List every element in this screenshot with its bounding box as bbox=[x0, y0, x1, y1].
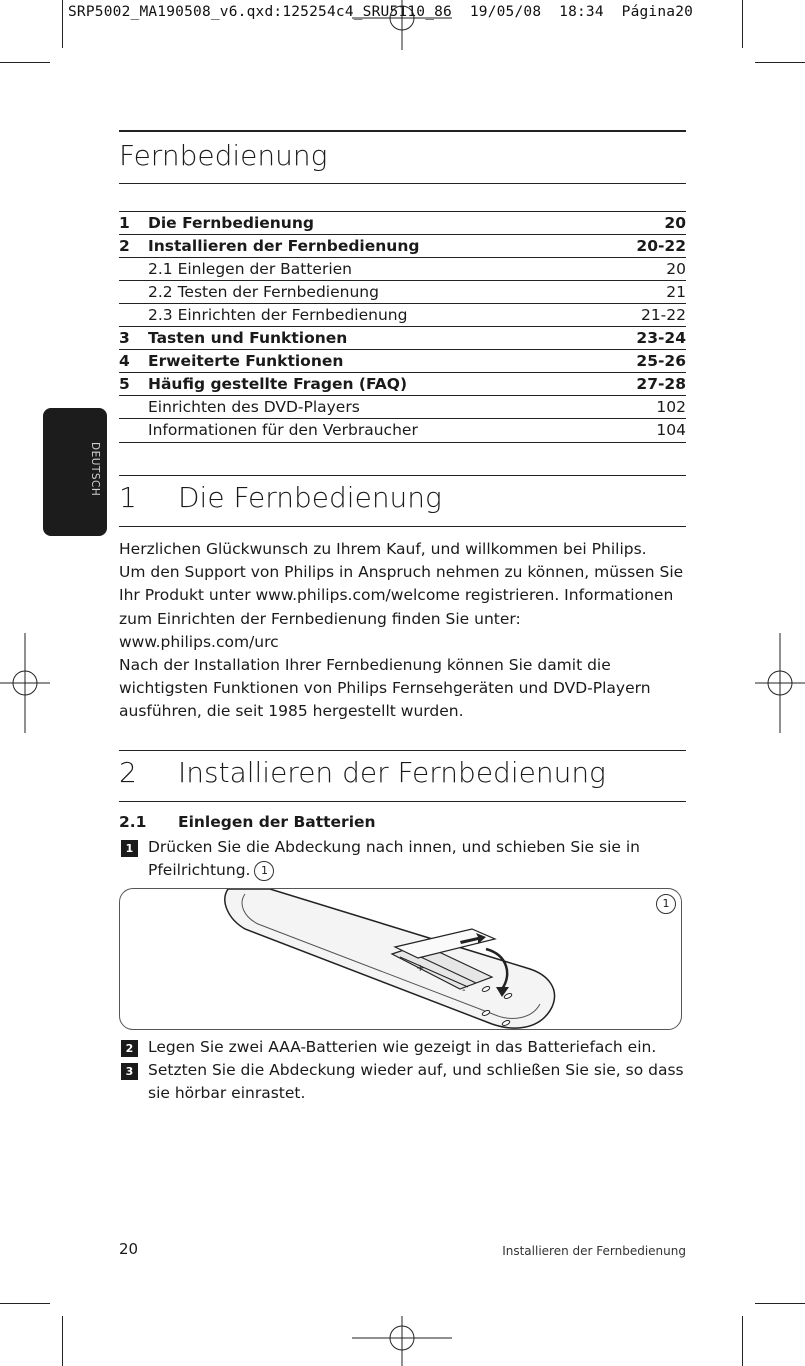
toc-row bbox=[119, 234, 686, 258]
step-1-line: Drücken Sie die Abdeckung nach innen, und schieben Sie sie in bbox=[148, 838, 640, 856]
section2-heading bbox=[119, 756, 686, 789]
section2-title: Installieren der Fernbedienung bbox=[178, 756, 606, 789]
step-3-line: sie hörbar einrastet. bbox=[148, 1084, 306, 1103]
toc-page: 21 bbox=[666, 283, 686, 301]
paragraph-line: ausführen, die seit 1985 hergestellt wurden. bbox=[119, 702, 464, 721]
language-tab bbox=[43, 408, 107, 536]
crop-mark bbox=[742, 1316, 743, 1366]
toc-title: Einrichten des DVD-Players bbox=[148, 398, 360, 416]
toc-page: 21-22 bbox=[640, 306, 686, 324]
paragraph-line: Um den Support von Philips in Anspruch nehmen zu können, müssen Sie bbox=[119, 563, 684, 582]
subsection-title: Einlegen der Batterien bbox=[178, 813, 376, 831]
toc-row bbox=[119, 372, 686, 396]
step-number-badge: 1 bbox=[121, 840, 138, 857]
registration-mark-top bbox=[352, 0, 452, 50]
page-number: 20 bbox=[119, 1240, 139, 1258]
subsection-number: 2.1 bbox=[119, 813, 147, 831]
section1-heading bbox=[119, 481, 686, 514]
subsection-heading bbox=[119, 813, 376, 831]
crop-mark bbox=[755, 62, 805, 63]
toc-number: 2 bbox=[119, 237, 130, 255]
section1-rule-top bbox=[119, 475, 686, 476]
step-2-line: Legen Sie zwei AAA-Batterien wie gezeigt in das Batteriefach ein. bbox=[148, 1038, 657, 1056]
step-1-line: Pfeilrichtung. bbox=[148, 861, 251, 880]
toc-title: Informationen für den Verbraucher bbox=[148, 421, 418, 439]
toc-number: 1 bbox=[119, 214, 130, 232]
toc-page: 20 bbox=[664, 214, 686, 232]
page-title: Fernbedienung bbox=[119, 139, 328, 172]
toc-title: Die Fernbedienung bbox=[148, 214, 314, 232]
toc-title: Häufig gestellte Fragen (FAQ) bbox=[148, 375, 408, 393]
toc-row bbox=[119, 257, 686, 281]
toc-title: 2.3 Einrichten der Fernbedienung bbox=[148, 306, 408, 324]
toc-row bbox=[119, 211, 686, 235]
paragraph-line: Nach der Installation Ihrer Fernbedienung können Sie damit die bbox=[119, 656, 611, 675]
figure-reference: 1 bbox=[254, 861, 274, 881]
toc-page: 102 bbox=[656, 398, 686, 416]
crop-mark bbox=[755, 1303, 805, 1304]
toc-row bbox=[119, 418, 686, 443]
step-number-badge: 2 bbox=[121, 1040, 138, 1057]
toc-row bbox=[119, 280, 686, 304]
print-slug: SRP5002_MA190508_v6.qxd:125254c4_SRU5110_86 19/05/08 18:34 Página20 bbox=[68, 4, 694, 20]
battery-figure bbox=[119, 888, 682, 1030]
figure-badge: 1 bbox=[656, 894, 676, 914]
toc-page: 27-28 bbox=[636, 375, 686, 393]
toc-page: 25-26 bbox=[636, 352, 686, 370]
toc-page: 104 bbox=[656, 421, 686, 439]
registration-mark-bottom bbox=[352, 1316, 452, 1366]
crop-mark bbox=[62, 1316, 63, 1366]
toc-page: 23-24 bbox=[636, 329, 686, 347]
toc-row bbox=[119, 303, 686, 327]
section2-number: 2 bbox=[119, 756, 137, 789]
toc-title: Erweiterte Funktionen bbox=[148, 352, 344, 370]
crop-mark bbox=[0, 1303, 50, 1304]
running-title: Installieren der Fernbedienung bbox=[502, 1244, 686, 1258]
paragraph-line: www.philips.com/urc bbox=[119, 632, 279, 651]
title-rule-bottom bbox=[119, 183, 686, 184]
section2-rule-bottom bbox=[119, 801, 686, 802]
toc-title: 2.1 Einlegen der Batterien bbox=[148, 260, 353, 278]
toc-title: Tasten und Funktionen bbox=[148, 329, 348, 347]
toc-title: Installieren der Fernbedienung bbox=[148, 237, 420, 255]
step-number-badge: 3 bbox=[121, 1063, 138, 1080]
svg-text:-: - bbox=[462, 985, 466, 996]
toc-number: 5 bbox=[119, 375, 130, 393]
section1-number: 1 bbox=[119, 481, 137, 514]
crop-mark bbox=[62, 0, 63, 48]
section1-title: Die Fernbedienung bbox=[178, 481, 442, 514]
toc-title: 2.2 Testen der Fernbedienung bbox=[148, 283, 379, 301]
title-rule-top bbox=[119, 130, 686, 132]
toc-page: 20 bbox=[666, 260, 686, 278]
crop-mark bbox=[0, 62, 50, 63]
svg-text:+: + bbox=[416, 963, 425, 974]
section1-paragraph bbox=[119, 538, 686, 724]
paragraph-line: Ihr Produkt unter www.philips.com/welcome registrieren. Informationen bbox=[119, 586, 674, 605]
paragraph-line: Herzlichen Glückwunsch zu Ihrem Kauf, und willkommen bei Philips. bbox=[119, 540, 647, 558]
registration-mark-right bbox=[755, 633, 805, 733]
paragraph-line: wichtigsten Funktionen von Philips Fernsehgeräten und DVD-Playern bbox=[119, 679, 651, 698]
toc-row bbox=[119, 395, 686, 419]
paragraph-line: zum Einrichten der Fernbedienung finden Sie unter: bbox=[119, 609, 521, 628]
toc-number: 3 bbox=[119, 329, 130, 347]
section1-rule-bottom bbox=[119, 526, 686, 527]
step-3-line: Setzten Sie die Abdeckung wieder auf, und schließen Sie sie, so dass bbox=[148, 1061, 684, 1079]
toc-page: 20-22 bbox=[636, 237, 686, 255]
remote-control-illustration bbox=[120, 889, 681, 1029]
toc-row bbox=[119, 349, 686, 373]
toc-row bbox=[119, 326, 686, 350]
toc-number: 4 bbox=[119, 352, 130, 370]
registration-mark-left bbox=[0, 633, 50, 733]
crop-mark bbox=[742, 0, 743, 48]
language-tab-label: DEUTSCH bbox=[89, 442, 101, 497]
section2-rule-top bbox=[119, 750, 686, 751]
